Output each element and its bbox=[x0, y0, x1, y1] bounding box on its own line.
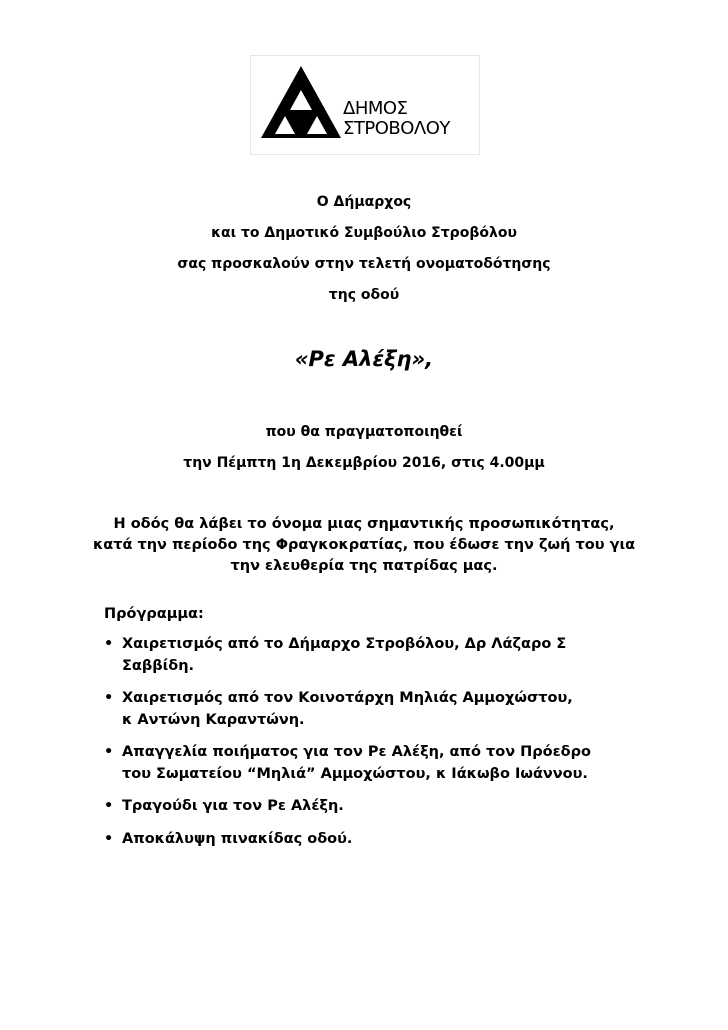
list-item bbox=[104, 796, 684, 818]
list-item-line: Σαββίδη. bbox=[122, 657, 195, 674]
intro-line: της οδού bbox=[328, 287, 400, 303]
street-name-heading: «Ρε Αλέξη», bbox=[294, 347, 434, 371]
logo-text-line2: ΣΤΡΟΒΟΛΟΥ bbox=[343, 118, 450, 139]
list-item-line: του Σωματείου “Μηλιά” Αμμοχώστου, κ Ιάκωβο Ιωάννου. bbox=[122, 765, 588, 782]
intro-line: Ο Δήμαρχος bbox=[316, 194, 412, 210]
description-paragraph bbox=[20, 514, 708, 577]
list-item-line: Τραγούδι για τον Ρε Αλέξη. bbox=[122, 798, 344, 814]
bullet-icon: • bbox=[104, 830, 114, 847]
list-item-line: Χαιρετισμός από τον Κοινοτάρχη Μηλιάς Αμμοχώστου, bbox=[122, 690, 573, 706]
invitation-intro bbox=[0, 187, 728, 311]
bullet-icon: • bbox=[104, 798, 114, 814]
bullet-icon: • bbox=[104, 690, 114, 706]
program-title: Πρόγραμμα: bbox=[104, 606, 204, 622]
triangle-logo-icon bbox=[259, 64, 343, 140]
list-item-line: κ Αντώνη Καραντώνη. bbox=[122, 711, 305, 728]
list-item-line: Αποκάλυψη πινακίδας οδού. bbox=[122, 830, 353, 847]
list-item-line: Χαιρετισμός από το Δήμαρχο Στροβόλου, Δρ Λάζαρο Σ bbox=[122, 636, 567, 652]
when-line: που θα πραγματοποιηθεί bbox=[265, 424, 463, 440]
bullet-icon: • bbox=[104, 636, 114, 652]
when-line: την Πέμπτη 1η Δεκεμβρίου 2016, στις 4.00μμ bbox=[183, 455, 545, 471]
list-item bbox=[104, 634, 684, 677]
list-item bbox=[104, 688, 684, 731]
municipality-logo bbox=[250, 55, 480, 155]
description-line: κατά την περίοδο της Φραγκοκρατίας, που έδωσε την ζωή του για bbox=[92, 537, 636, 553]
intro-line: και το Δημοτικό Συμβούλιο Στροβόλου bbox=[211, 225, 517, 241]
event-date-time bbox=[0, 417, 728, 479]
list-item-line: Απαγγελία ποιήματος για τον Ρε Αλέξη, από τον Πρόεδρο bbox=[122, 744, 591, 760]
description-line: την ελευθερία της πατρίδας μας. bbox=[230, 558, 498, 574]
list-item bbox=[104, 829, 684, 851]
logo-text-line1: ΔΗΜΟΣ bbox=[343, 98, 408, 119]
intro-line: σας προσκαλούν στην τελετή ονοματοδότησης bbox=[177, 256, 551, 272]
list-item bbox=[104, 742, 684, 785]
bullet-icon: • bbox=[104, 744, 114, 760]
description-line: Η οδός θα λάβει το όνομα μιας σημαντικής προσωπικότητας, bbox=[113, 516, 615, 532]
program-list bbox=[104, 634, 684, 861]
